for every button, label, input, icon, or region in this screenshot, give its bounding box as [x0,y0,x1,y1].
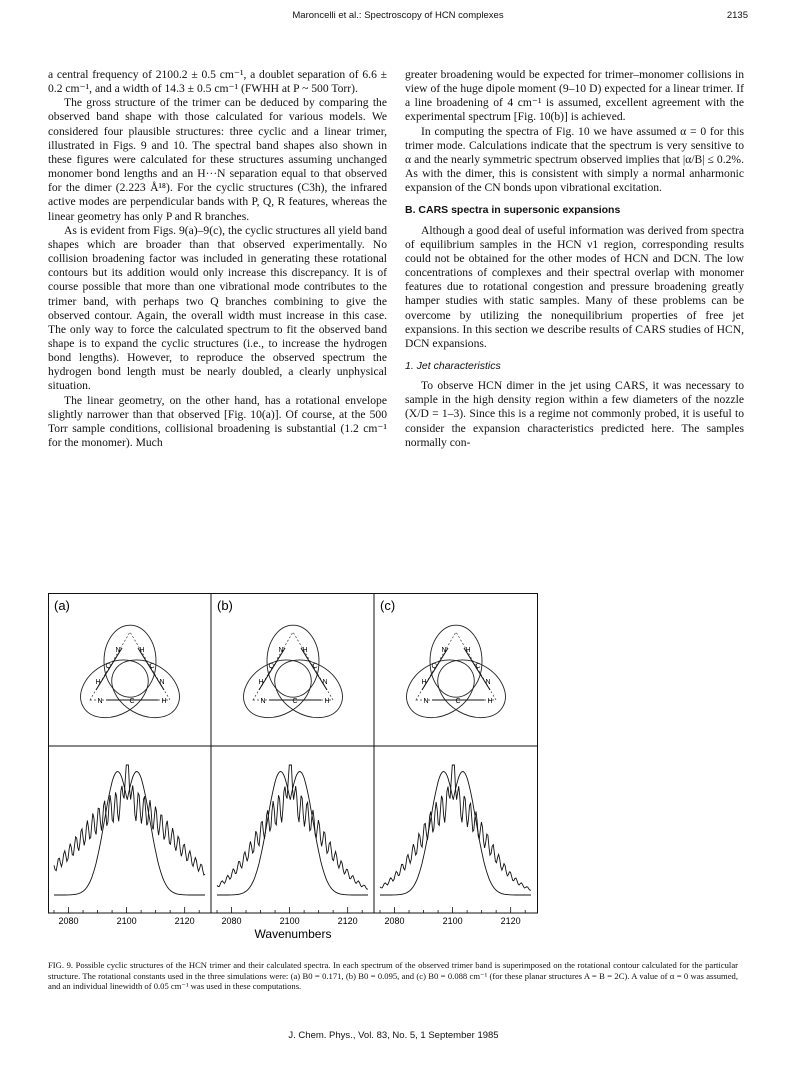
right-atom-label: H [302,647,308,654]
left-atom-label: C [268,663,274,670]
left-paragraph-1: a central frequency of 2100.2 ± 0.5 cm⁻¹, a doublet separation of 6.6 ± 0.2 cm⁻¹, and a width of 14.3 ± 0.5 cm⁻¹ (FWHH at P ~ 500 Torr). [48,68,387,96]
running-title: Maroncelli et al.: Spectroscopy of HCN complexes [292,10,504,21]
bottom-atom-label: H [487,698,493,705]
left-paragraph-4: The linear geometry, on the other hand, has a rotational envelope slightly narrower than that observed [Fig. 10(a)]. Of course, at the 500 Torr sample conditions, collisional broadening is substantial (1.2 cm⁻¹ for the monomer). Much [48,393,387,450]
bottom-atom-label: N [97,698,103,705]
figure-frame [49,594,538,914]
x-tick-label: 2100 [279,916,300,926]
right-atom-label: N [322,679,328,686]
page-header [48,10,748,28]
left-atom-label: H [95,679,101,686]
x-tick-label: 2120 [337,916,358,926]
panel-label-1: (b) [217,598,233,613]
right-paragraph-4: To observe HCN dimer in the jet using CARS, it was necessary to sample in the high density region within a few diameters of the nozzle (X/D = 1–3). Since this is a regime not commonly probed, it is useful to consider the expansion characteristics predicted here. The samples normally con- [405,379,744,449]
panel-label-0: (a) [54,598,70,613]
figure-caption: FIG. 9. Possible cyclic structures of the HCN trimer and their calculated spectra. In each spectrum of the observed trimer band is superimposed on the rotational contour calculated for the particular structure. The rotational constants used in the three simulations were: (a) B0 = 0.171, (b) B0 = 0.095, and (c) B0 = 0.088 cm⁻¹ (for these planar structures A = B = 2C). A value of α = 0 was assumed, and an individual linewidth of 0.05 cm⁻¹ was used in these computations. [48,960,738,992]
right-paragraph-2: In computing the spectra of Fig. 10 we have assumed α = 0 for this trimer mode. Calculations indicate that the spectrum is very sensitive to α and the nearly symmetric spectrum observed implies that |α/B| ≤ 0.2%. As with the dimer, this is consistent with simply a normal anharmonic expansion of the CN bonds upon vibrational excitation. [405,124,744,195]
molecule-lobe [104,625,156,697]
journal-footer: J. Chem. Phys., Vol. 83, No. 5, 1 September 1985 [288,1030,499,1041]
molecule-lobe [267,625,319,697]
right-atom-label: C [475,663,481,670]
figure-9 [48,593,548,945]
left-atom-label: H [421,679,427,686]
x-tick-label: 2120 [174,916,195,926]
x-axis-title: Wavenumbers [254,927,332,941]
left-paragraph-3: As is evident from Figs. 9(a)–9(c), the cyclic structures all yield band shapes which are broader than that observed experimentally. No collision broadening factor was included in generating these rotational contours but its addition would only increase this discrepancy. It is of course possible that more than one vibrational mode contributes to the trimer band, with perhaps two Q branches combining to give the observed contour. Again, the overall width must increase in this case. The only way to force the calculated spectrum to fit the observed band shape is to expand the cyclic structures (i.e., to increase the hydrogen bond lengths). However, to reproduce the observed spectrum the hydrogen bond length must be nearly doubled, a clearly unphysical situation. [48,223,387,393]
panel-label-2: (c) [380,598,396,613]
x-tick-label: 2080 [58,916,79,926]
left-atom-label: N [115,647,121,654]
left-atom-label: C [431,663,437,670]
right-atom-label: H [465,647,471,654]
bottom-atom-label: C [292,698,298,705]
left-atom-label: H [258,679,264,686]
bottom-atom-label: C [455,698,461,705]
x-tick-label: 2100 [116,916,137,926]
right-paragraph-3: Although a good deal of useful information was derived from spectra of equilibrium samples in the HCN ν1 region, corresponding results could not be obtained for the other modes of HCN and DCN. The low concentrations of complexes and their spectral overlap with monomer features due to rotational congestion and pressure broadening greatly hamper studies with static samples. Many of these problems can be overcome by utilizing the nonequilibrium properties of free jet expansions. In this section we describe results of CARS studies of HCN, DCN expansions. [405,223,744,350]
bottom-atom-label: N [423,698,429,705]
bottom-atom-label: C [129,698,135,705]
calculated-spectrum-2 [380,765,531,890]
left-paragraph-2: The gross structure of the trimer can be deduced by comparing the observed band shape with those calculated for various models. We considered four plausible structures: three cyclic and a linear trimer, illustrated in Figs. 9 and 10. The spectral band shapes also shown in these figures were calculated for these structures assuming unchanged monomer bond lengths and an H···N separation equal to that observed for the dimer (2.223 Å¹⁸). For the cyclic structures (C3h), the infrared active modes are perpendicular bands with P, Q, R features, whereas the linear geometry has only P and R branches. [48,96,387,223]
section-heading: B. CARS spectra in supersonic expansions [405,204,621,217]
right-atom-label: C [312,663,318,670]
bottom-atom-label: H [161,698,167,705]
right-atom-label: N [485,679,491,686]
page-number: 2135 [726,10,748,21]
calculated-spectrum-1 [217,765,368,889]
right-paragraph-1: greater broadening would be expected for trimer–monomer collisions in view of the huge dipole moment (9–10 D) expected for a linear trimer. If a line broadening of 4 cm⁻¹ is assumed, excellent agreement with the experimental spectrum [Fig. 10(b)] is achieved. [405,68,744,124]
x-tick-label: 2080 [221,916,242,926]
calculated-spectrum-0 [54,765,205,875]
right-atom-label: H [139,647,145,654]
left-atom-label: C [105,663,111,670]
left-atom-label: N [278,647,284,654]
bottom-atom-label: H [324,698,330,705]
figure-9-graphic [48,593,548,945]
right-atom-label: C [149,663,155,670]
molecule-lobe [430,625,482,697]
x-tick-label: 2100 [442,916,463,926]
right-atom-label: N [159,679,165,686]
x-tick-label: 2120 [500,916,521,926]
x-tick-label: 2080 [384,916,405,926]
right-column [405,68,744,450]
subsection-heading: 1. Jet characteristics [405,359,501,372]
left-column [48,68,387,450]
left-atom-label: N [441,647,447,654]
bottom-atom-label: N [260,698,266,705]
